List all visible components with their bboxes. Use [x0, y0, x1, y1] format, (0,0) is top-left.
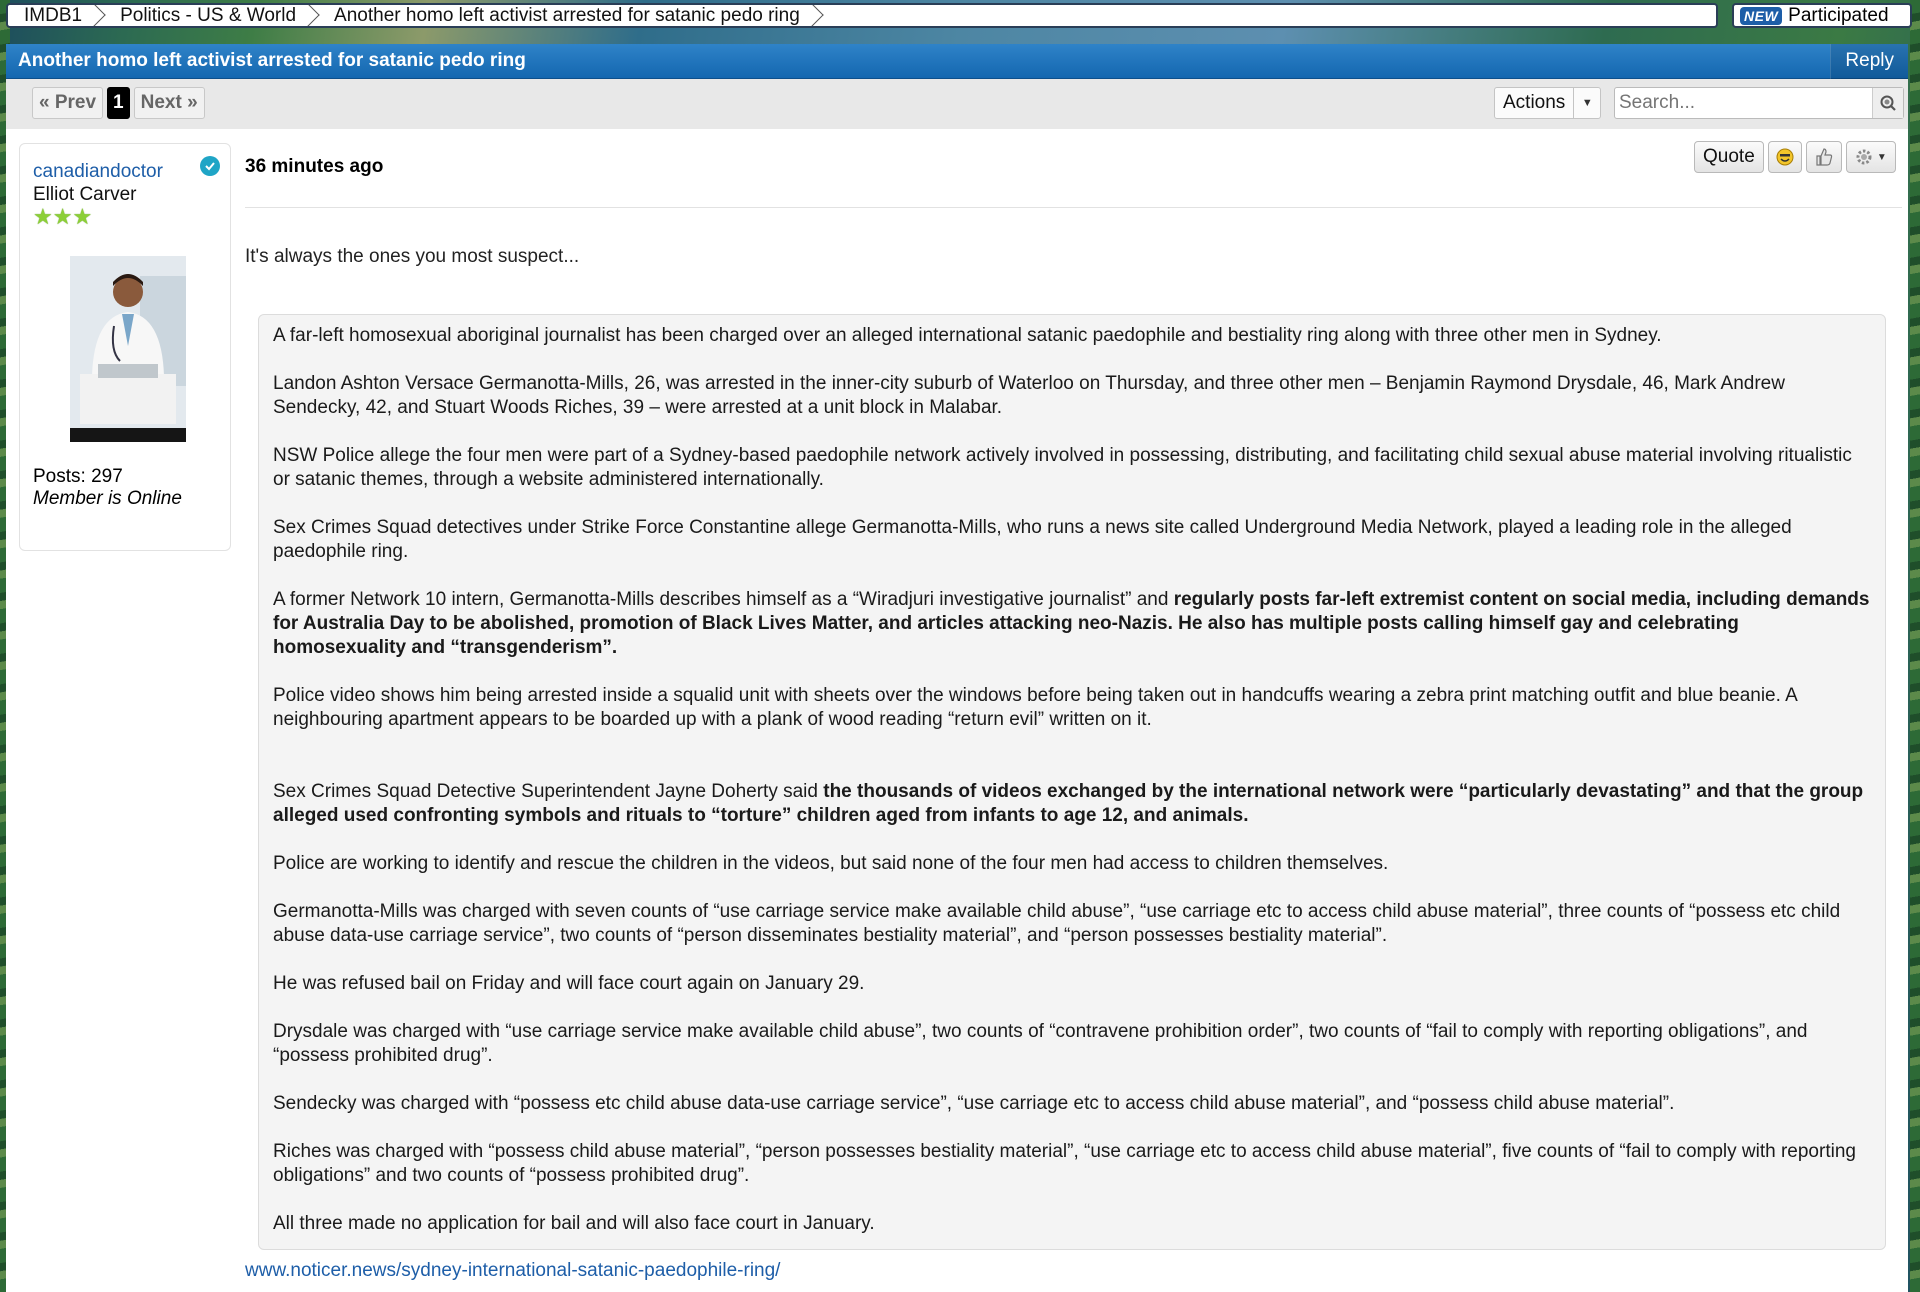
source-link[interactable]: www.noticer.news/sydney-international-satanic-paedophile-ring/ [245, 1260, 781, 1281]
new-badge: NEW [1740, 7, 1782, 25]
thread-title: Another homo left activist arrested for satanic pedo ring [18, 50, 526, 71]
actions-label[interactable]: Actions [1503, 92, 1566, 113]
article-paragraph: Sendecky was charged with “possess etc child abuse data-use carriage service”, “use carriage etc to access child abuse material”, and “possess child abuse material”. [273, 1093, 1675, 1114]
prev-page-button[interactable]: « Prev [32, 87, 103, 119]
chevron-down-icon[interactable]: ▼ [1573, 88, 1600, 118]
breadcrumb-item-category[interactable]: Politics - US & World [104, 3, 318, 28]
article-paragraph: Germanotta-Mills was charged with seven counts of “use carriage service make available child abuse”, “use carriage etc to access child abuse material”, three counts of “possess etc child abuse data-use carriage service”, two counts of “person disseminates bestiality material”, and “person possesses bestiality material”. [273, 901, 1841, 946]
rank-stars [33, 206, 92, 228]
background-decoration-right [1910, 0, 1920, 1292]
thread-nav-bar [6, 79, 1908, 129]
quote-button[interactable]: Quote [1694, 141, 1764, 173]
user-card [19, 143, 231, 551]
article-paragraph: NSW Police allege the four men were part of a Sydney-based paedophile network actively involved in possessing, distributing, and facilitating child sexual abuse material involving ritualistic or satanic themes, through a website administered internationally. [273, 445, 1852, 490]
post-divider [245, 207, 1902, 208]
username-link[interactable]: canadiandoctor [33, 161, 163, 182]
reply-button[interactable]: Reply [1830, 44, 1908, 79]
breadcrumb-item-thread[interactable]: Another homo left activist arrested for satanic pedo ring [318, 3, 822, 28]
user-title: Elliot Carver [33, 184, 137, 205]
actions-dropdown[interactable] [1494, 87, 1601, 119]
article-paragraph: Sex Crimes Squad detectives under Strike Force Constantine allege Germanotta-Mills, who runs a news site called Underground Media Network, played a leading role in the alleged paedophile ring. [273, 517, 1792, 562]
breadcrumb [6, 3, 1718, 28]
participated-filter[interactable] [1732, 3, 1912, 28]
article-paragraph: Landon Ashton Versace Germanotta-Mills, 26, was arrested in the inner-city suburb of Waterloo on Thursday, and three other men – Benjamin Raymond Drysdale, 46, Mark Andrew Sendecky, 42, and Stuart Woods Riches, 39 – were arrested at a unit block in Malabar. [273, 373, 1785, 418]
article-paragraph: A former Network 10 intern, Germanotta-Mills describes himself as a “Wiradjuri investigative journalist” and regularly posts far-left extremist content on social media, including demands for Australia Day to be abolished, promotion of Black Lives Matter, and articles attacking neo-Nazis. He also has multiple posts calling himself gay and celebrating homosexuality and “transgenderism”. [273, 589, 1870, 658]
emoji-reaction-icon[interactable] [1768, 141, 1802, 173]
article-paragraph: He was refused bail on Friday and will face court again on January 29. [273, 973, 865, 994]
thread-title-bar [6, 44, 1908, 79]
article-paragraph: Police are working to identify and rescue the children in the videos, but said none of the four men had access to children themselves. [273, 853, 1389, 874]
current-page[interactable]: 1 [107, 87, 130, 119]
post-timestamp: 36 minutes ago [245, 156, 384, 177]
online-status: Member is Online [33, 488, 182, 509]
article-paragraph: Sex Crimes Squad Detective Superintendent Jayne Doherty said the thousands of videos exchanged by the international network were “particularly devastating” and that the group alleged used confronting symbols and rituals to “torture” children aged from infants to age 12, and animals. [273, 781, 1864, 826]
quoted-article [258, 314, 1886, 1250]
article-paragraph: Drysdale was charged with “use carriage service make available child abuse”, two counts of “contravene prohibition order”, two counts of “fail to comply with reporting obligations”, and “possess prohibited drug”. [273, 1021, 1808, 1066]
pagination [32, 87, 205, 119]
star-icons: ★★★ [33, 204, 93, 229]
post-count: Posts: 297 [33, 466, 123, 487]
next-page-button[interactable]: Next » [134, 87, 205, 119]
avatar[interactable] [70, 256, 186, 442]
article-paragraph: Police video shows him being arrested inside a squalid unit with sheets over the windows before being taken out in handcuffs wearing a zebra print matching outfit and blue beanie. A neighbouring apartment appears to be boarded up with a plank of wood reading “return evil” written on it. [273, 685, 1797, 730]
article-paragraph: A far-left homosexual aboriginal journalist has been charged over an alleged international satanic paedophile and bestiality ring along with three other men in Sydney. [273, 325, 1662, 346]
search-input[interactable] [1615, 88, 1872, 118]
like-thumb-icon[interactable] [1806, 141, 1842, 173]
breadcrumb-item-board[interactable]: IMDB1 [8, 3, 104, 28]
search-icon[interactable] [1872, 88, 1903, 118]
online-check-icon [200, 156, 220, 176]
post-container [6, 129, 1908, 1292]
search-box [1614, 87, 1904, 119]
post-intro-text: It's always the ones you most suspect... [245, 246, 580, 267]
participated-label: Participated [1788, 4, 1889, 26]
post-options-gear-icon[interactable]: ▼ [1846, 141, 1896, 173]
article-paragraph: All three made no application for bail and will also face court in January. [273, 1213, 875, 1234]
post-toolbar [1694, 141, 1896, 173]
article-paragraph: Riches was charged with “possess child abuse material”, “person possesses bestiality material”, “use carriage etc to access child abuse material”, five counts of “fail to comply with reporting obligations” and two counts of “possess prohibited drug”. [273, 1141, 1856, 1186]
